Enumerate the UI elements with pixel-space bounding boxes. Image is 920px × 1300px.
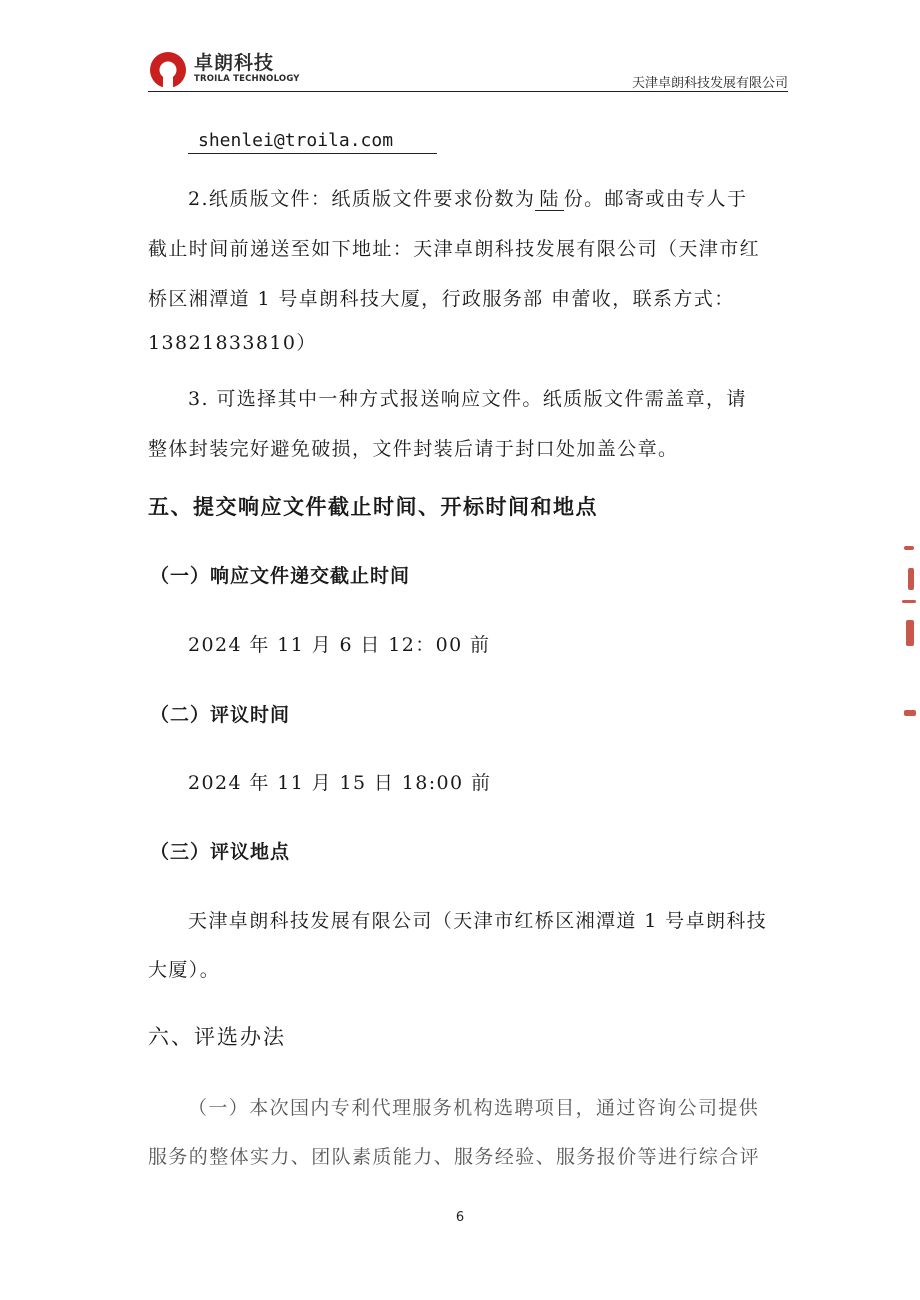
p2-suffix: 份。邮寄或由专人于 [563, 188, 748, 210]
seal-fragment [902, 600, 916, 603]
page-number: 6 [455, 1210, 465, 1225]
section-5-3-location-line-1: 天津卓朗科技发展有限公司（天津市红桥区湘潭道 1 号卓朗科技 [188, 910, 768, 932]
paragraph-3-line-2: 整体封装完好避免破损，文件封装后请于封口处加盖公章。 [148, 438, 679, 460]
section-5-1-title: （一）响应文件递交截止时间 [150, 565, 411, 587]
section-6-1-line-1: （一）本次国内专利代理服务机构选聘项目，通过咨询公司提供 [188, 1097, 760, 1119]
paragraph-2-line-4: 13821833810） [148, 332, 317, 354]
section-5-3-title: （三）评议地点 [150, 841, 291, 863]
seal-fragment [904, 546, 914, 550]
section-5-2-title: （二）评议时间 [150, 704, 291, 726]
paragraph-3-line-1: 3. 可选择其中一种方式报送响应文件。纸质版文件需盖章，请 [188, 388, 747, 410]
section-5-1-deadline: 2024 年 11 月 6 日 12：00 前 [188, 634, 491, 656]
seal-fragment [904, 710, 916, 716]
paragraph-2-line-3: 桥区湘潭道 1 号卓朗科技大厦，行政服务部 申蕾收，联系方式： [148, 288, 735, 310]
section-5-title: 五、提交响应文件截止时间、开标时间和地点 [148, 495, 598, 519]
copies-count: 陆 [535, 188, 563, 211]
section-6-1-line-2: 服务的整体实力、团队素质能力、服务经验、服务报价等进行综合评 [148, 1146, 761, 1168]
logo-chinese-name: 卓朗科技 [194, 52, 275, 74]
paragraph-2-line-2: 截止时间前递送至如下地址：天津卓朗科技发展有限公司（天津市红 [148, 238, 761, 260]
header-divider [148, 91, 788, 92]
section-6-title: 六、评选办法 [148, 1025, 286, 1049]
section-5-3-location-line-2: 大厦）。 [148, 959, 221, 981]
section-5-2-time: 2024 年 11 月 15 日 18:00 前 [188, 772, 492, 794]
header-company-name: 天津卓朗科技发展有限公司 [631, 76, 788, 91]
seal-fragment [906, 620, 914, 646]
paragraph-2-line-1 [188, 186, 788, 212]
page-header [148, 44, 788, 94]
p2-prefix: 2.纸质版文件：纸质版文件要求份数为 [188, 188, 536, 210]
contact-email: shenlei@troila.com [188, 130, 437, 154]
company-logo-icon [148, 50, 188, 90]
seal-fragment [908, 568, 914, 590]
logo-english-name: TROILA TECHNOLOGY [194, 74, 300, 84]
